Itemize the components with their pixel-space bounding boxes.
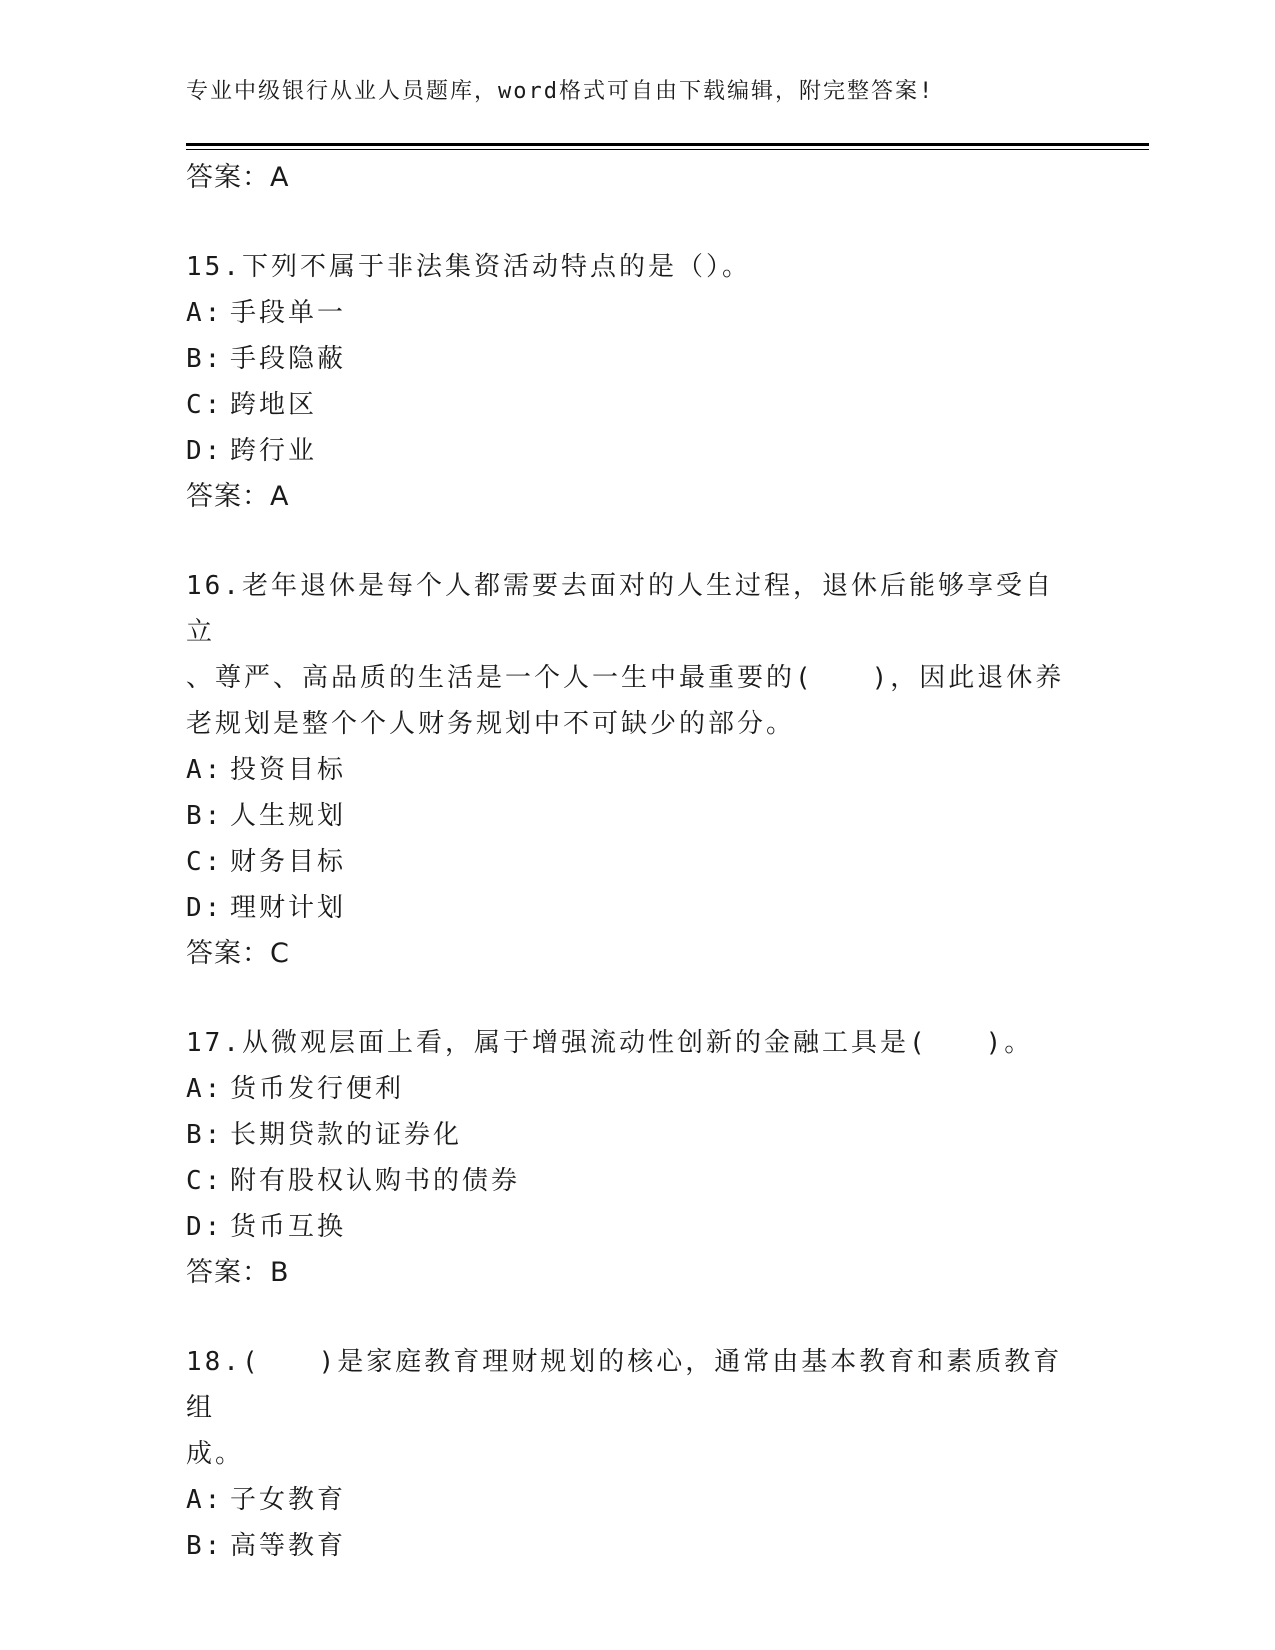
- option-text: 长期贷款的证券化: [230, 1120, 463, 1150]
- option-text: 高等教育: [230, 1531, 347, 1561]
- option-letter: B:: [186, 801, 224, 831]
- question-text-line: 、尊严、高品质的生活是一个人一生中最重要的( )，因此退休养: [186, 663, 1065, 693]
- option-letter: B:: [186, 344, 224, 374]
- option-a: [186, 1066, 1066, 1112]
- option-text: 跨行业: [230, 436, 318, 466]
- page-header: 专业中级银行从业人员题库，word格式可自由下载编辑，附完整答案!: [186, 79, 935, 104]
- answer-line: 答案：B: [186, 1257, 290, 1288]
- option-b: [186, 336, 1066, 382]
- spacer: [186, 1296, 1066, 1339]
- option-d: [186, 885, 1066, 931]
- option-c: [186, 382, 1066, 428]
- option-text: 财务目标: [230, 847, 347, 877]
- question-text-line: 18.( )是家庭教育理财规划的核心，通常由基本教育和素质教育组: [186, 1347, 1063, 1423]
- option-letter: B:: [186, 1531, 224, 1561]
- option-letter: C:: [186, 847, 224, 877]
- question-text: 15.下列不属于非法集资活动特点的是（）。: [186, 252, 751, 282]
- question-16: [186, 563, 1066, 977]
- option-letter: A:: [186, 1074, 224, 1104]
- option-a: [186, 290, 1066, 336]
- question-text-line: 老规划是整个个人财务规划中不可缺少的部分。: [186, 709, 796, 739]
- spacer: [186, 977, 1066, 1020]
- option-letter: A:: [186, 298, 224, 328]
- option-text: 理财计划: [230, 893, 347, 923]
- option-text: 子女教育: [230, 1485, 347, 1515]
- option-text: 投资目标: [230, 755, 347, 785]
- option-b: [186, 793, 1066, 839]
- option-d: [186, 1204, 1066, 1250]
- answer-line: 答案：C: [186, 938, 290, 969]
- option-c: [186, 1158, 1066, 1204]
- option-text: 货币发行便利: [230, 1074, 405, 1104]
- spacer: [186, 520, 1066, 563]
- option-letter: D:: [186, 436, 224, 466]
- option-letter: B:: [186, 1120, 224, 1150]
- option-letter: A:: [186, 755, 224, 785]
- spacer: [186, 201, 1066, 244]
- question-17: [186, 1020, 1066, 1296]
- option-c: [186, 839, 1066, 885]
- question-text-line: 16.老年退休是每个人都需要去面对的人生过程，退休后能够享受自立: [186, 571, 1054, 647]
- option-letter: C:: [186, 390, 224, 420]
- option-letter: D:: [186, 1212, 224, 1242]
- option-d: [186, 428, 1066, 474]
- header-rule-thin: [186, 149, 1149, 150]
- option-text: 人生规划: [230, 801, 347, 831]
- option-a: [186, 1477, 1066, 1523]
- question-15: [186, 244, 1066, 520]
- answer-line: 答案：A: [186, 162, 290, 193]
- header-rule-thick: [186, 143, 1149, 146]
- option-text: 货币互换: [230, 1212, 347, 1242]
- option-b: [186, 1523, 1066, 1569]
- question-18: [186, 1339, 1066, 1569]
- option-text: 手段隐蔽: [230, 344, 347, 374]
- option-letter: A:: [186, 1485, 224, 1515]
- option-text: 跨地区: [230, 390, 318, 420]
- option-text: 手段单一: [230, 298, 347, 328]
- answer-line: 答案：A: [186, 481, 290, 512]
- option-b: [186, 1112, 1066, 1158]
- question-content: [186, 155, 1066, 1569]
- option-text: 附有股权认购书的债券: [230, 1166, 521, 1196]
- option-letter: D:: [186, 893, 224, 923]
- option-a: [186, 747, 1066, 793]
- option-letter: C:: [186, 1166, 224, 1196]
- question-text: 17.从微观层面上看，属于增强流动性创新的金融工具是( )。: [186, 1028, 1034, 1058]
- question-text-line: 成。: [186, 1439, 245, 1469]
